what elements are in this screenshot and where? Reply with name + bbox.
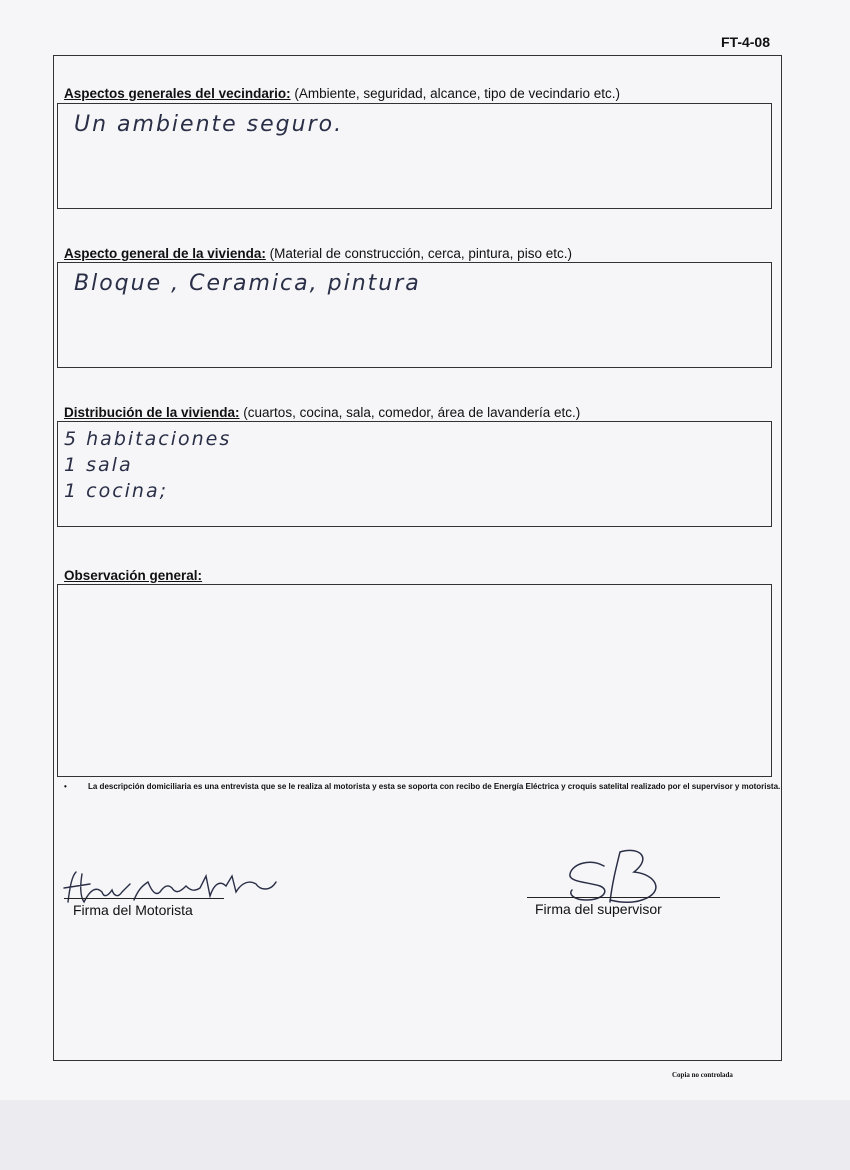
handwritten-line: 5 habitaciones <box>64 428 232 450</box>
motorista-signature-line <box>64 898 224 899</box>
section-housing-heading <box>64 246 572 261</box>
footnote-text: La descripción domiciliaria es una entrevista que se le realiza al motorista y esta se soporta con recibo de Energía Eléctrica y croquis satelital realizado por el supervisor y motorista. <box>88 782 781 791</box>
neighborhood-answer-box <box>57 103 772 209</box>
copy-note: Copia no controlada <box>672 1071 733 1079</box>
section-neighborhood-hint: (Ambiente, seguridad, alcance, tipo de vecindario etc.) <box>290 86 621 101</box>
neighborhood-answer <box>74 112 343 137</box>
motorista-signature-label: Firma del Motorista <box>73 902 193 918</box>
distribution-answer-box <box>57 421 772 527</box>
handwritten-line: Un ambiente seguro. <box>74 112 344 137</box>
housing-answer-box <box>57 262 772 368</box>
supervisor-signature <box>560 848 700 908</box>
section-distribution-title: Distribución de la vivienda: <box>64 405 240 420</box>
housing-answer <box>74 271 421 296</box>
footnote <box>64 782 784 792</box>
section-neighborhood-title: Aspectos generales del vecindario: <box>64 86 291 101</box>
handwritten-line: 1 cocina; <box>64 480 169 502</box>
scanner-margin <box>0 1100 850 1170</box>
handwritten-line: Bloque , Ceramica, pintura <box>74 271 421 296</box>
section-observation-title: Observación general: <box>64 568 203 583</box>
footnote-bullet: • <box>64 782 67 791</box>
handwritten-line: 1 sala <box>64 454 133 476</box>
form-code: FT-4-08 <box>720 34 770 50</box>
section-neighborhood-heading <box>64 86 620 101</box>
section-distribution-heading <box>64 405 580 420</box>
supervisor-signature-line <box>527 897 720 898</box>
distribution-answer <box>64 426 231 504</box>
section-housing-title: Aspecto general de la vivienda: <box>64 246 266 261</box>
observation-answer-box <box>57 584 772 777</box>
supervisor-signature-label: Firma del supervisor <box>535 901 662 917</box>
section-observation-heading <box>64 568 202 583</box>
section-distribution-hint: (cuartos, cocina, sala, comedor, área de lavandería etc.) <box>239 405 581 420</box>
section-housing-hint: (Material de construcción, cerca, pintura, piso etc.) <box>265 246 572 261</box>
